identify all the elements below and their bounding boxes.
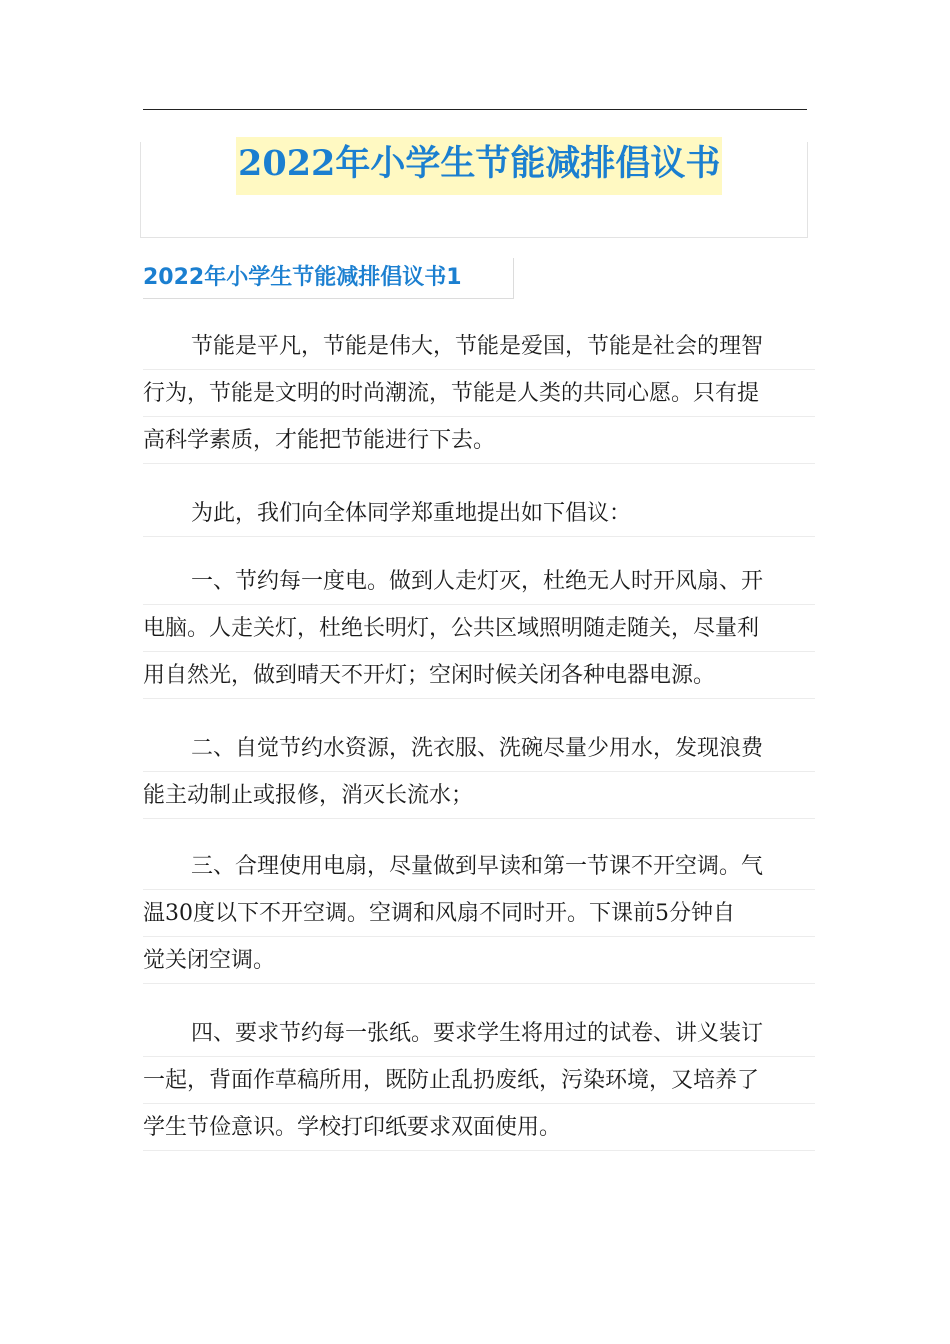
document-title: 2022年小学生节能减排倡议书 xyxy=(236,137,722,195)
paragraph-line: 学生节俭意识。学校打印纸要求双面使用。 xyxy=(143,1104,815,1151)
paragraph-line: 能主动制止或报修，消灭长流水； xyxy=(143,772,815,819)
paragraph-line: 觉关闭空调。 xyxy=(143,937,815,984)
paragraph-line: 一、节约每一度电。做到人走灯灭，杜绝无人时开风扇、开 xyxy=(143,558,815,605)
paragraph-item-1 xyxy=(143,558,815,699)
paragraph-line: 行为，节能是文明的时尚潮流，节能是人类的共同心愿。只有提 xyxy=(143,370,815,417)
section-heading: 2022年小学生节能减排倡议书1 xyxy=(143,258,514,299)
paragraph-line: 三、合理使用电扇，尽量做到早读和第一节课不开空调。气 xyxy=(143,843,815,890)
paragraph-line: 用自然光，做到晴天不开灯；空闲时候关闭各种电器电源。 xyxy=(143,652,815,699)
paragraph-proposal xyxy=(143,490,815,537)
paragraph-line: 二、自觉节约水资源，洗衣服、洗碗尽量少用水，发现浪费 xyxy=(143,725,815,772)
paragraph-line: 温30度以下不开空调。空调和风扇不同时开。下课前5分钟自 xyxy=(143,890,815,937)
paragraph-line: 一起，背面作草稿所用，既防止乱扔废纸，污染环境，又培养了 xyxy=(143,1057,815,1104)
paragraph-line: 高科学素质，才能把节能进行下去。 xyxy=(143,417,815,464)
paragraph-line: 电脑。人走关灯，杜绝长明灯，公共区域照明随走随关，尽量利 xyxy=(143,605,815,652)
paragraph-item-3 xyxy=(143,843,815,984)
paragraph-line: 节能是平凡，节能是伟大，节能是爱国，节能是社会的理智 xyxy=(143,323,815,370)
paragraph-item-2 xyxy=(143,725,815,819)
paragraph-intro xyxy=(143,323,815,464)
paragraph-item-4 xyxy=(143,1010,815,1151)
paragraph-line: 四、要求节约每一张纸。要求学生将用过的试卷、讲义装订 xyxy=(143,1010,815,1057)
header-rule xyxy=(143,109,807,110)
paragraph-line: 为此，我们向全体同学郑重地提出如下倡议： xyxy=(143,490,815,537)
